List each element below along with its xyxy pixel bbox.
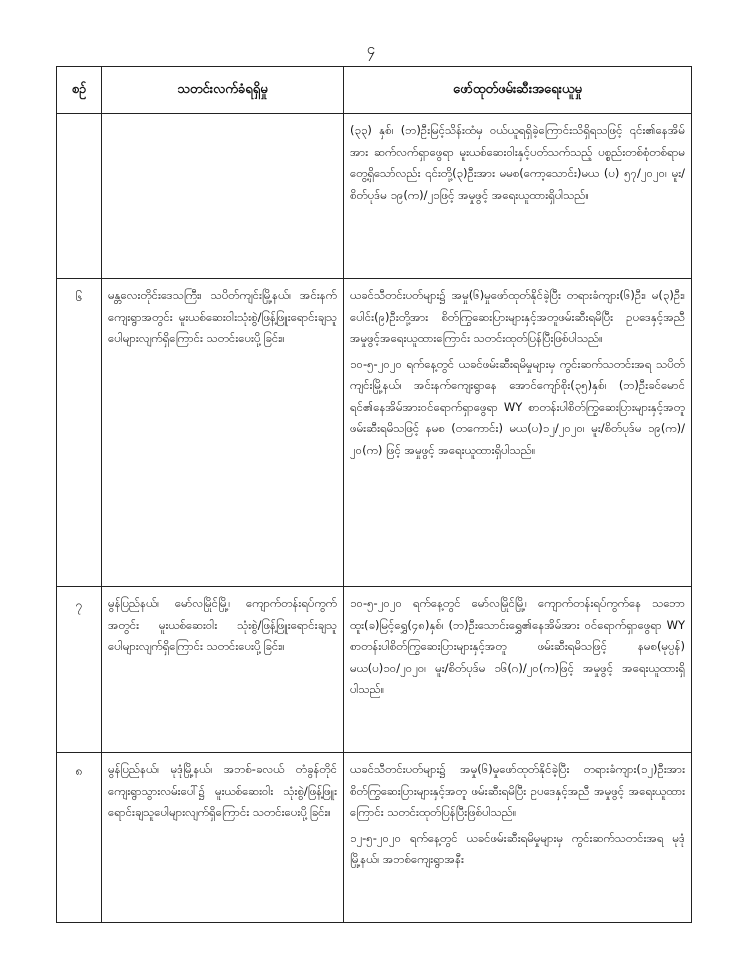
table-header-row	[57, 67, 692, 114]
action-paragraph: ယခင်သီတင်းပတ်များ၌ အမှု(၆)မှုဖော်ထုတ်နိုင်ခဲ့ပြီး တရားခံကျား(၆)ဦး၊ မ(၃)ဦး၊ ပေါင်း(၉)ဦးတို့အား စိတ်ကြွဆေးပြားများနှင့်အတူဖမ်းဆီးရမိပြီး ဥပဒေနှင့်အညီ အမှုဖွင့်အရေးယူထားကြောင်း သတင်းထုတ်ပြန်ပြီးဖြစ်ပါသည်။	[350, 288, 685, 345]
row-action	[344, 279, 692, 587]
row-action	[344, 753, 692, 923]
action-paragraph: ယခင်သီတင်းပတ်များ၌ အမှု(၆)မှုဖော်ထုတ်နိုင်ခဲ့ပြီး တရားခံကျား(၁၂)ဦးအား စိတ်ကြွဆေးပြားများနှင့်အတူ ဖမ်းဆီးရမိပြီး ဥပဒေနှင့်အညီ အမှုဖွင့် အရေးယူထားကြောင်း သတင်းထုတ်ပြန်ပြီးဖြစ်ပါသည်။	[350, 762, 685, 819]
table-row	[57, 279, 692, 587]
action-paragraph: (၃၃) နှစ်၊ (ဘ)ဦးမြင့်သိန်းထံမှ ဝယ်ယူရရှိခဲ့ကြောင်းသိရှိရသဖြင့် ၎င်း၏နေအိမ်အား ဆက်လက်ရှာဖွေရာ မူးယစ်ဆေးဝါးနှင့်ပတ်သက်သည့် ပစ္စည်းတစ်စုံတစ်ရာမတွေ့ရှိသော်လည်း ၎င်းတို့(၃)ဦးအား မမစ(ကော့သောင်း)မယ (ပ) ၅၇/၂၀၂၀၊ မူး/စိတ်ပုဒ်မ ၁၉(က)/၂၁ဖြင့် အမှုဖွင့် အရေးယူထားရှိပါသည်။	[350, 123, 685, 202]
table-row	[57, 587, 692, 753]
row-action	[344, 587, 692, 753]
row-action	[344, 114, 692, 279]
row-info: မွန်ပြည်နယ်၊ မော်လမြိုင်မြို့၊ ကျောက်တန်းရပ်ကွက်အတွင်း မူးယစ်ဆေးဝါး သုံးစွဲ/ဖြန့်ဖြူးရောင်းချသူ ပေါများလျက်ရှိကြောင်း သတင်းပေးပို့ခြင်း။	[102, 587, 344, 753]
row-number: ၆	[57, 279, 102, 587]
table-row	[57, 753, 692, 923]
row-number: ၈	[57, 753, 102, 923]
row-info	[102, 114, 344, 279]
page-number: ၄	[366, 40, 376, 58]
action-paragraph: ၁၂-၅-၂၀၂၀ ရက်နေ့တွင် ယခင်ဖမ်းဆီးရမိမှုများမှ ကွင်းဆက်သတင်းအရ မုဒုံမြို့နယ်၊ အဘစ်ကျေးရွာအနီး	[350, 830, 685, 866]
case-table	[56, 66, 692, 923]
row-info: မွန်ပြည်နယ်၊ မုဒုံမြို့နယ်၊ အဘစ်-ခလယ် တံခွန်တိုင်ကျေးရွာသွားလမ်းပေါ်၌ မူးယစ်ဆေးဝါး သုံးစွဲ/ဖြန့်ဖြူးရောင်းချသူပေါများလျက်ရှိကြောင်း သတင်းပေးပို့ခြင်း။	[102, 753, 344, 923]
row-number: ၇	[57, 587, 102, 753]
header-info: သတင်းလက်ခံရရှိမှု	[102, 67, 344, 114]
row-number	[57, 114, 102, 279]
row-info: မန္တလေးတိုင်းဒေသကြီး၊ သပိတ်ကျင်းမြို့နယ်၊ အင်းနက်ကျေးရွာအတွင်း မူးယစ်ဆေးဝါးသုံးစွဲ/ဖြန့်ဖြူးရောင်းချသူ ပေါများလျက်ရှိကြောင်း သတင်းပေးပို့ခြင်း။	[102, 279, 344, 587]
header-action: ဖော်ထုတ်ဖမ်းဆီးအရေးယူမှု	[344, 67, 692, 114]
action-paragraph: ၁၀-၅-၂၀၂၀ ရက်နေ့တွင် မော်လမြိုင်မြို့၊ ကျောက်တန်းရပ်ကွက်နေ သဘောထူး(ခ)မြင့်ရွှေ(၄၈)နှစ်၊ (ဘ)ဦးသောင်းရွှေ၏နေအိမ်အား ဝင်ရောက်ရှာဖွေရာ WY စာတန်းပါစိတ်ကြွဆေးပြားများနှင့်အတူ ဖမ်းဆီးရမိသဖြင့် နမစ(မုပ္ပန်) မယ(ပ)၁၀/၂၀၂၀၊ မူး/စိတ်ပုဒ်မ ၁၆(ဂ)/၂၀(က)ဖြင့် အမှုဖွင့် အရေးယူထားရှိပါသည်။	[350, 596, 685, 696]
table-row	[57, 114, 692, 279]
action-paragraph: ၁၀-၅-၂၀၂၀ ရက်နေ့တွင် ယခင်ဖမ်းဆီးရမိမှုများမှ ကွင်းဆက်သတင်းအရ သပိတ်ကျင်းမြို့နယ်၊ အင်းနက်ကျေးရွာနေ အောင်ကျော်စိုး(၃၅)နှစ်၊ (ဘ)ဦးခင်မောင်ရင်၏နေအိမ်အားဝင်ရောက်ရှာဖွေရာ WY စာတန်းပါစိတ်ကြွဆေးပြားများနှင့်အတူ ဖမ်းဆီးရမိသဖြင့် နမစ (တကောင်း) မယ(ပ)၁၂/၂၀၂၀၊ မူး/စိတ်ပုဒ်မ ၁၉(က)/၂၀(က) ဖြင့် အမှုဖွင့် အရေးယူထားရှိပါသည်။	[350, 356, 685, 457]
header-no: စဉ်	[57, 67, 102, 114]
